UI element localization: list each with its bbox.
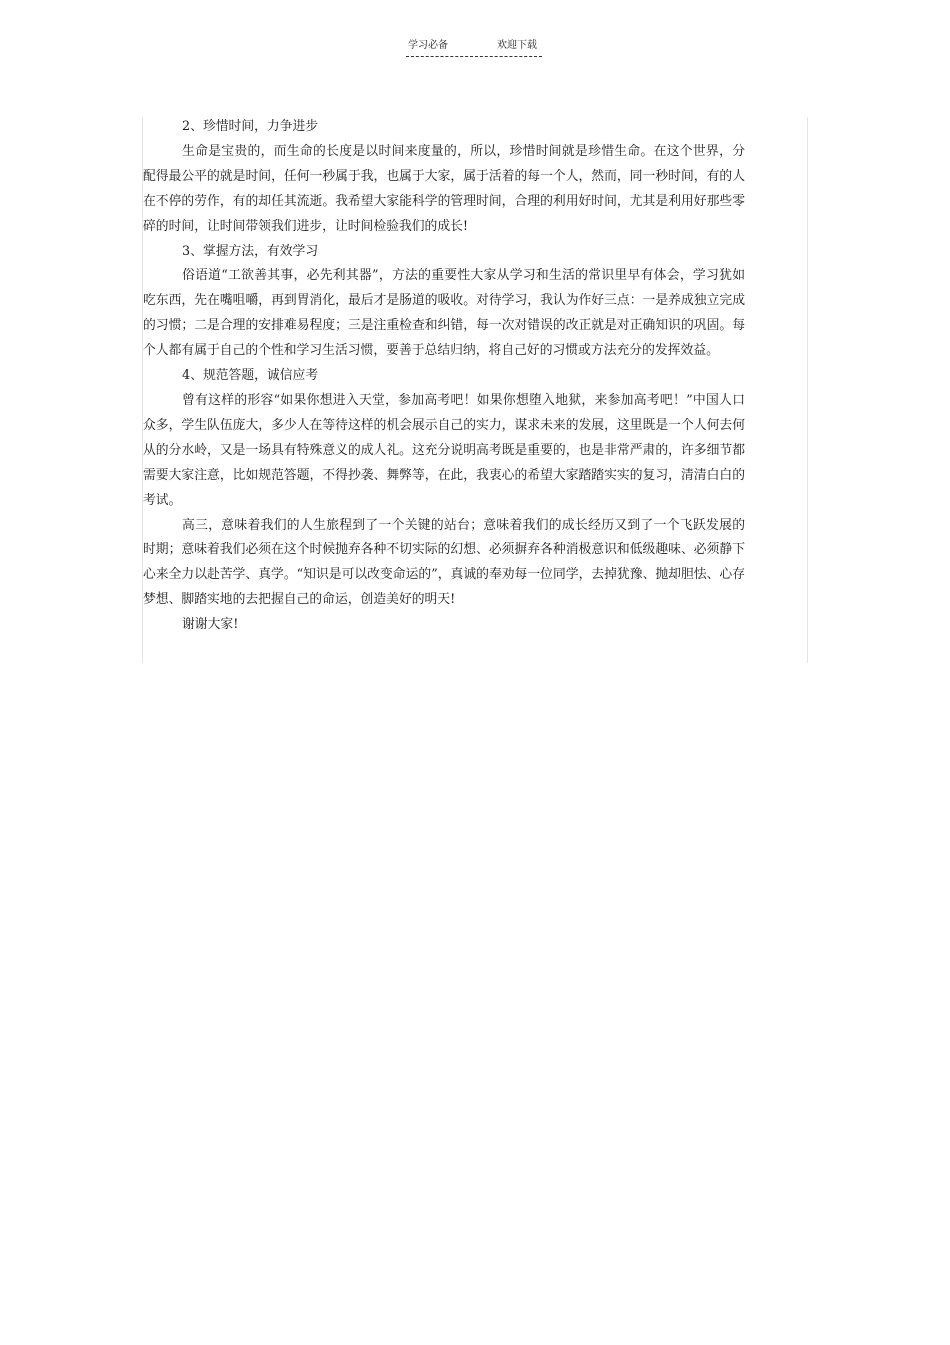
page-header xyxy=(406,38,542,57)
paragraph-senior-year: 高三，意味着我们的人生旅程到了一个关键的站台；意味着我们的成长经历又到了一个飞跃发展的时期；意味着我们必须在这个时候抛弃各种不切实际的幻想、必须摒弃各种消极意识和低级趣味、必须静下心来全力以赴苦学、真学。“知识是可以改变命运的”，真诚的奉劝每一位同学，去掉犹豫、抛却胆怯、心存梦想、脚踏实地的去把握自己的命运，创造美好的明天! xyxy=(143,517,745,608)
header-left-text: 学习必备 xyxy=(408,40,448,51)
closing-thanks: 谢谢大家! xyxy=(182,617,239,633)
section-heading-exam: 4、规范答题，诚信应考 xyxy=(182,368,319,384)
section-heading-method: 3、掌握方法，有效学习 xyxy=(182,243,319,259)
paragraph-exam: 曾有这样的形容“如果你想进入天堂，参加高考吧！如果你想堕入地狱，来参加高考吧！”中国人口众多，学生队伍庞大，多少人在等待这样的机会展示自己的实力，谋求未来的发展，这里既是一个人何去何从的分水岭，又是一场具有特殊意义的成人礼。这充分说明高考既是重要的，也是非常严肃的，许多细节都需要大家注意，比如规范答题，不得抄袭、舞弊等，在此，我衷心的希望大家踏踏实实的复习，清清白白的考试。 xyxy=(143,392,745,508)
paragraph-method: 俗语道“工欲善其事，必先利其器”，方法的重要性大家从学习和生活的常识里早有体会，学习犹如吃东西，先在嘴咀嚼，再到胃消化，最后才是肠道的吸收。对待学习，我认为作好三点：一是养成独立完成的习惯；二是合理的安排难易程度；三是注重检查和纠错，每一次对错误的改正就是对正确知识的巩固。每个人都有属于自己的个性和学习生活习惯，要善于总结归纳，将自己好的习惯或方法充分的发挥效益。 xyxy=(143,268,745,359)
section-heading-time: 2、珍惜时间，力争进步 xyxy=(182,119,319,134)
paragraph-time: 生命是宝贵的，而生命的长度是以时间来度量的，所以，珍惜时间就是珍惜生命。在这个世界，分配得最公平的就是时间，任何一秒属于我，也属于大家，属于活着的每一个人，然而，同一秒时间，有的人在不停的劳作，有的却任其流逝。我希望大家能科学的管理时间，合理的利用好时间，尤其是利用好那些零碎的时间，让时间带领我们进步，让时间检验我们的成长! xyxy=(143,143,745,234)
header-right-text: 欢迎下载 xyxy=(497,40,537,51)
document-body xyxy=(143,115,745,638)
